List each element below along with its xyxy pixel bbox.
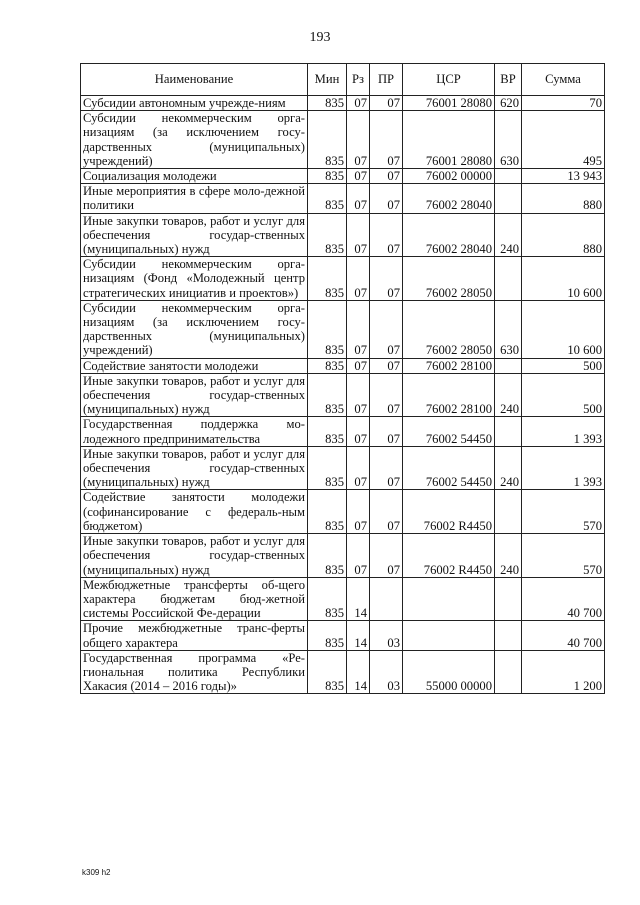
cell-pr: 07 (370, 534, 403, 578)
cell-rz: 14 (347, 621, 370, 650)
header-min: Мин (308, 64, 347, 96)
cell-rz: 07 (347, 257, 370, 301)
cell-name: Иные закупки товаров, работ и услуг для обеспечения государ-ственных (муниципальных) нужд (81, 373, 308, 417)
cell-sum: 13 943 (522, 169, 605, 184)
cell-vr (495, 358, 522, 373)
cell-vr (495, 169, 522, 184)
cell-sum: 570 (522, 534, 605, 578)
cell-vr (495, 490, 522, 534)
cell-csr: 76002 54450 (403, 417, 495, 446)
cell-csr: 76002 28100 (403, 358, 495, 373)
table-header-row (81, 64, 605, 96)
cell-rz: 07 (347, 358, 370, 373)
cell-vr (495, 621, 522, 650)
cell-rz: 07 (347, 446, 370, 490)
header-vr: ВР (495, 64, 522, 96)
cell-csr: 76001 28080 (403, 96, 495, 111)
cell-csr: 76002 R4450 (403, 534, 495, 578)
cell-sum: 500 (522, 373, 605, 417)
cell-pr: 07 (370, 213, 403, 257)
cell-pr: 07 (370, 373, 403, 417)
cell-sum: 495 (522, 111, 605, 169)
cell-min: 835 (308, 169, 347, 184)
cell-min: 835 (308, 257, 347, 301)
cell-csr: 55000 00000 (403, 650, 495, 694)
budget-table (80, 63, 605, 694)
cell-rz: 07 (347, 490, 370, 534)
cell-min: 835 (308, 417, 347, 446)
cell-min: 835 (308, 300, 347, 358)
cell-name: Субсидии автономным учрежде-ниям (81, 96, 308, 111)
table-body (81, 96, 605, 694)
table-row (81, 621, 605, 650)
cell-pr (370, 577, 403, 621)
cell-rz: 07 (347, 417, 370, 446)
cell-vr (495, 257, 522, 301)
cell-min: 835 (308, 358, 347, 373)
header-sum: Сумма (522, 64, 605, 96)
cell-rz: 07 (347, 111, 370, 169)
header-csr: ЦСР (403, 64, 495, 96)
cell-rz: 14 (347, 577, 370, 621)
table-row (81, 446, 605, 490)
cell-vr: 240 (495, 446, 522, 490)
cell-min: 835 (308, 490, 347, 534)
cell-min: 835 (308, 446, 347, 490)
table-row (81, 96, 605, 111)
cell-name: Содействие занятости молодежи (81, 358, 308, 373)
cell-sum: 570 (522, 490, 605, 534)
cell-name: Государственная поддержка мо-лодежного предпринимательства (81, 417, 308, 446)
cell-vr (495, 417, 522, 446)
cell-pr: 03 (370, 650, 403, 694)
cell-rz: 07 (347, 213, 370, 257)
cell-name: Государственная программа «Ре-гиональная политика Республики Хакасия (2014 – 2016 годы)» (81, 650, 308, 694)
cell-name: Иные мероприятия в сфере моло-дежной политики (81, 184, 308, 213)
cell-vr (495, 184, 522, 213)
table-row (81, 213, 605, 257)
cell-pr: 07 (370, 111, 403, 169)
cell-vr: 630 (495, 111, 522, 169)
cell-name: Субсидии некоммерческим орга-низациям (за исключением госу-дарственных (муниципальных) учреждений) (81, 111, 308, 169)
cell-sum: 1 393 (522, 417, 605, 446)
cell-name: Субсидии некоммерческим орга-низациям (Фонд «Молодежный центр стратегических инициатив и проектов») (81, 257, 308, 301)
cell-min: 835 (308, 577, 347, 621)
cell-vr: 620 (495, 96, 522, 111)
cell-csr (403, 621, 495, 650)
cell-vr (495, 577, 522, 621)
table-row (81, 490, 605, 534)
table-row (81, 577, 605, 621)
cell-pr: 07 (370, 96, 403, 111)
cell-pr: 07 (370, 446, 403, 490)
cell-csr: 76002 28100 (403, 373, 495, 417)
cell-sum: 70 (522, 96, 605, 111)
cell-pr: 03 (370, 621, 403, 650)
cell-sum: 40 700 (522, 621, 605, 650)
cell-rz: 14 (347, 650, 370, 694)
page-number: 193 (309, 30, 331, 45)
cell-min: 835 (308, 373, 347, 417)
cell-sum: 10 600 (522, 257, 605, 301)
cell-csr (403, 577, 495, 621)
cell-name: Межбюджетные трансферты об-щего характера бюджетам бюд-жетной системы Российской Фе-дерации (81, 577, 308, 621)
table-row (81, 257, 605, 301)
cell-rz: 07 (347, 300, 370, 358)
cell-vr: 630 (495, 300, 522, 358)
cell-csr: 76002 28050 (403, 300, 495, 358)
cell-sum: 880 (522, 184, 605, 213)
cell-name: Субсидии некоммерческим орга-низациям (за исключением госу-дарственных (муниципальных) учреждений) (81, 300, 308, 358)
table-row (81, 300, 605, 358)
cell-name: Содействие занятости молодежи (софинансирование с федераль-ным бюджетом) (81, 490, 308, 534)
cell-sum: 500 (522, 358, 605, 373)
cell-csr: 76002 28050 (403, 257, 495, 301)
cell-name: Социализация молодежи (81, 169, 308, 184)
cell-min: 835 (308, 184, 347, 213)
cell-pr: 07 (370, 184, 403, 213)
cell-min: 835 (308, 111, 347, 169)
cell-pr: 07 (370, 169, 403, 184)
table-row (81, 169, 605, 184)
cell-vr (495, 650, 522, 694)
cell-pr: 07 (370, 417, 403, 446)
header-pr: ПР (370, 64, 403, 96)
cell-pr: 07 (370, 490, 403, 534)
cell-rz: 07 (347, 169, 370, 184)
cell-csr: 76001 28080 (403, 111, 495, 169)
cell-rz: 07 (347, 534, 370, 578)
cell-sum: 1 393 (522, 446, 605, 490)
cell-min: 835 (308, 650, 347, 694)
cell-csr: 76002 00000 (403, 169, 495, 184)
cell-vr: 240 (495, 373, 522, 417)
cell-pr: 07 (370, 358, 403, 373)
cell-rz: 07 (347, 184, 370, 213)
cell-name: Иные закупки товаров, работ и услуг для обеспечения государ-ственных (муниципальных) нужд (81, 213, 308, 257)
header-rz: Рз (347, 64, 370, 96)
cell-sum: 1 200 (522, 650, 605, 694)
table-row (81, 373, 605, 417)
cell-rz: 07 (347, 96, 370, 111)
cell-sum: 880 (522, 213, 605, 257)
cell-min: 835 (308, 213, 347, 257)
cell-min: 835 (308, 96, 347, 111)
cell-vr: 240 (495, 213, 522, 257)
cell-name: Иные закупки товаров, работ и услуг для обеспечения государ-ственных (муниципальных) нужд (81, 534, 308, 578)
cell-csr: 76002 28040 (403, 213, 495, 257)
cell-min: 835 (308, 621, 347, 650)
cell-csr: 76002 28040 (403, 184, 495, 213)
table-row (81, 358, 605, 373)
table-row (81, 534, 605, 578)
table-row (81, 417, 605, 446)
footer-code: k309 h2 (82, 868, 111, 877)
cell-csr: 76002 R4450 (403, 490, 495, 534)
cell-sum: 10 600 (522, 300, 605, 358)
cell-min: 835 (308, 534, 347, 578)
cell-name: Прочие межбюджетные транс-ферты общего характера (81, 621, 308, 650)
cell-pr: 07 (370, 300, 403, 358)
table-row (81, 650, 605, 694)
cell-csr: 76002 54450 (403, 446, 495, 490)
table-row (81, 184, 605, 213)
cell-pr: 07 (370, 257, 403, 301)
cell-sum: 40 700 (522, 577, 605, 621)
cell-rz: 07 (347, 373, 370, 417)
table-row (81, 111, 605, 169)
header-name: Наименование (81, 64, 308, 96)
cell-vr: 240 (495, 534, 522, 578)
cell-name: Иные закупки товаров, работ и услуг для обеспечения государ-ственных (муниципальных) нужд (81, 446, 308, 490)
